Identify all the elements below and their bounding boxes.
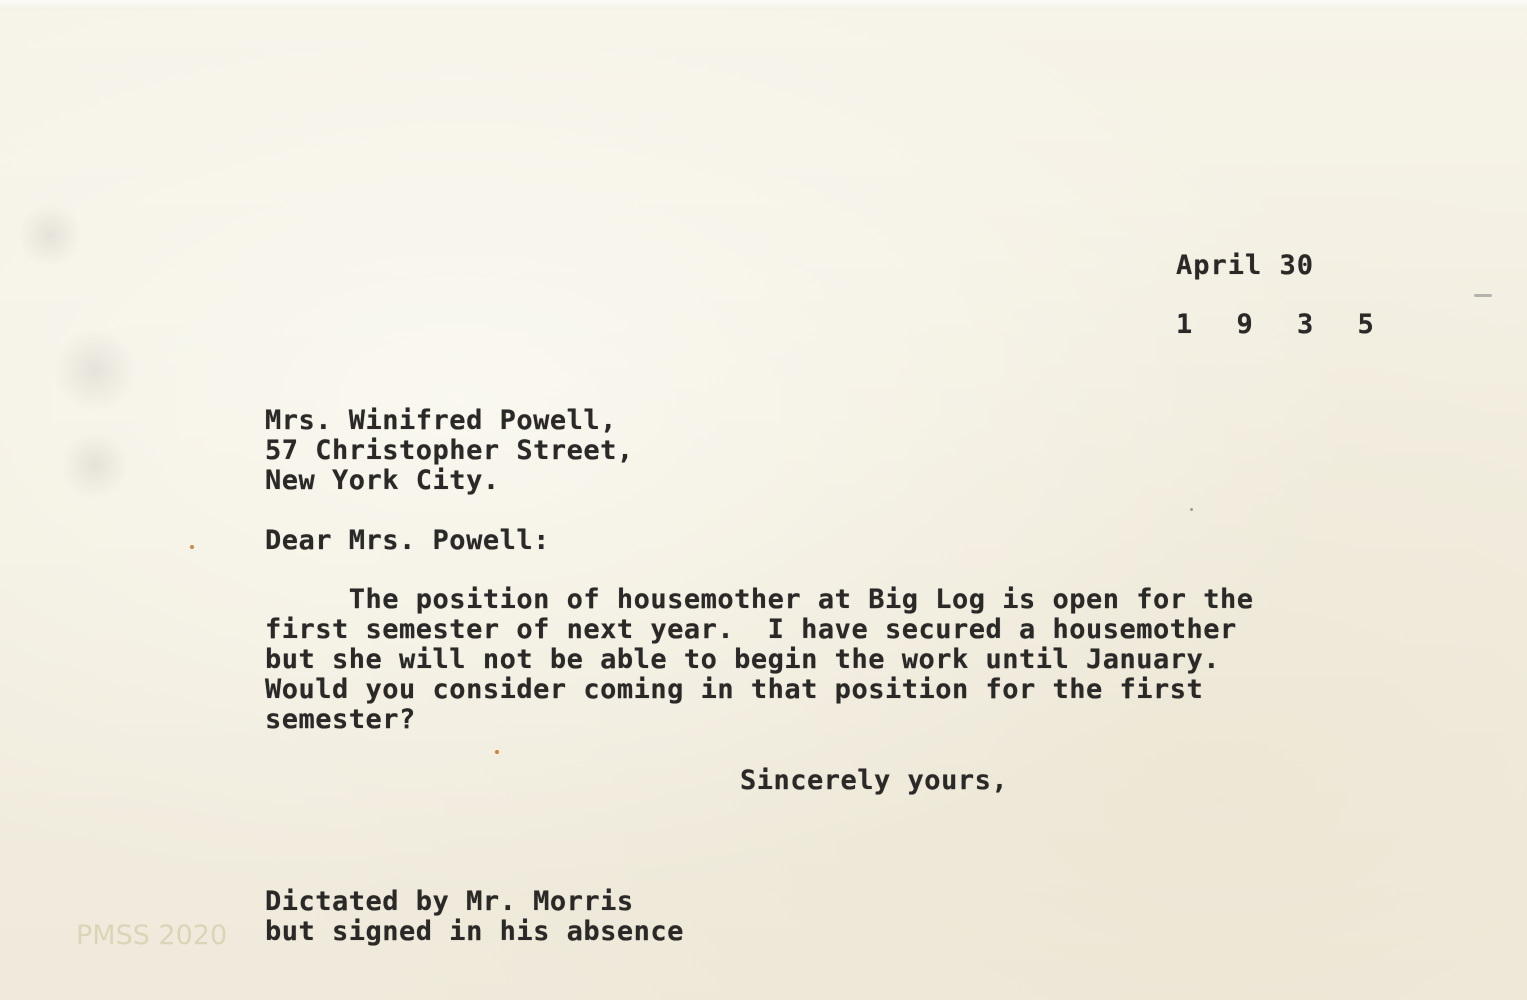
letter-date: April 30 — [1176, 250, 1315, 281]
body-line: but she will not be able to begin the work until January. — [265, 644, 1221, 675]
archive-watermark: PMSS 2020 — [76, 920, 228, 951]
body-line: Would you consider coming in that position for the first — [265, 674, 1204, 705]
dictation-note-line: Dictated by Mr. Morris — [265, 886, 634, 917]
paper-speck — [495, 750, 499, 754]
recipient-street: 57 Christopher Street, — [265, 435, 634, 466]
paper-speck — [1190, 508, 1193, 511]
paper-smudge — [50, 330, 140, 410]
closing: Sincerely yours, — [740, 765, 1009, 796]
paper-top-edge — [0, 0, 1527, 10]
body-line: first semester of next year. I have secured a housemother — [265, 614, 1237, 645]
paper-smudge — [20, 200, 80, 270]
letter-year: 1 9 3 5 — [1176, 309, 1388, 340]
dictation-note-line: but signed in his absence — [265, 916, 684, 947]
recipient-city: New York City. — [265, 465, 500, 496]
body-line: semester? — [265, 704, 416, 735]
salutation: Dear Mrs. Powell: — [265, 525, 550, 556]
recipient-name: Mrs. Winifred Powell, — [265, 405, 617, 436]
body-line: The position of housemother at Big Log is open for the — [265, 584, 1254, 615]
paper-speck — [190, 545, 194, 549]
paper-edge-mark — [1474, 294, 1492, 297]
paper-smudge — [60, 430, 130, 500]
